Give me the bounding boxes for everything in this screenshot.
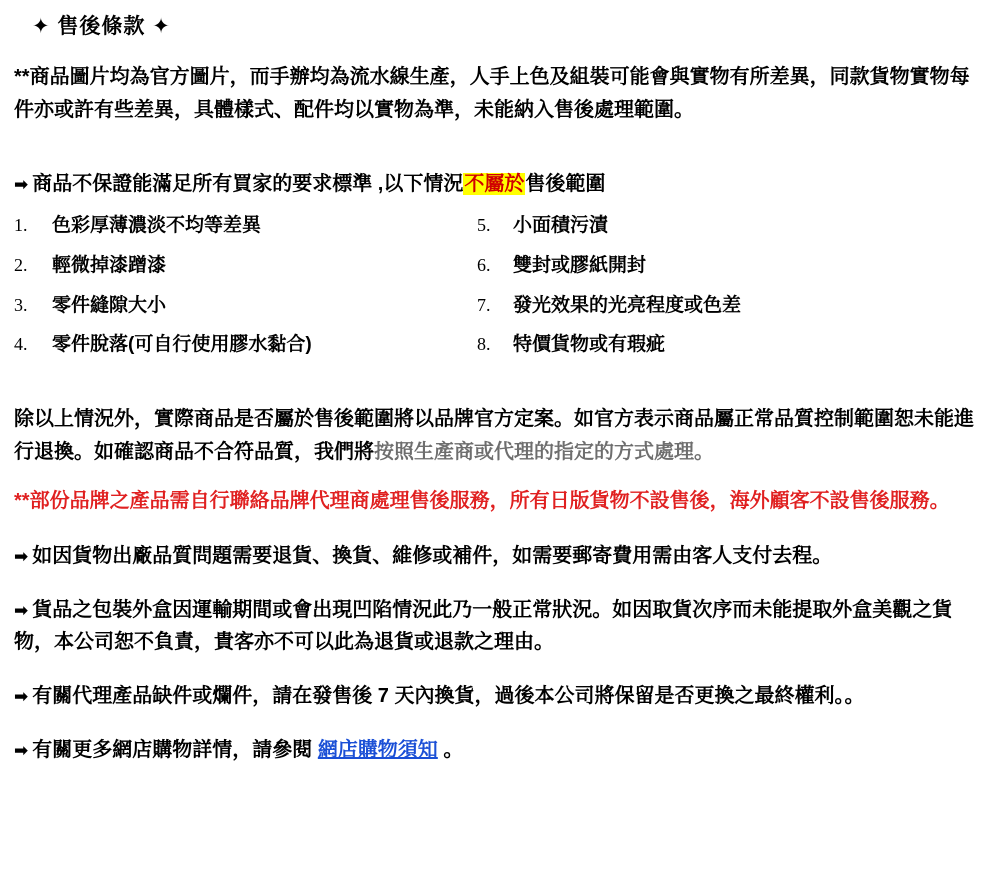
- policy-paragraph-part1: 除以上情況外，實際商品是否屬於售後範圍將以品牌官方定案。如官方表示商品屬正常品質控制範圍恕未能進行退換。如確認商品不合符品質，我們將: [14, 408, 974, 464]
- list-item-label: 小面積污漬: [513, 215, 609, 237]
- list-item: [14, 333, 469, 357]
- final-note-after: 。: [437, 739, 464, 762]
- list-item-label: 發光效果的光亮程度或色差: [513, 294, 742, 316]
- scope-line: [14, 168, 988, 200]
- list-item-number: 6.: [477, 254, 491, 275]
- note-text: 貨品之包裝外盒因運輸期間或會出現凹陷情況此乃一般正常狀況。如因取貨次序而未能提取外盒美觀之貨物，本公司恕不負責，貴客亦不可以此為退貨或退款之理由。: [14, 599, 953, 654]
- list-item-label: 輕微掉漆蹭漆: [52, 254, 167, 276]
- exclusions-left-column: [14, 214, 469, 373]
- list-item: [469, 333, 969, 357]
- scope-line-before: 商品不保證能滿足所有買家的要求標準 ,以下情況: [32, 173, 464, 196]
- arrow-icon: ➡: [14, 175, 29, 195]
- note-shipping: [14, 540, 988, 572]
- page-title: ✦ 售後條款 ✦: [32, 15, 171, 38]
- exclusions-lists: [14, 214, 988, 373]
- list-item-label: 零件縫隙大小: [52, 294, 167, 316]
- list-item: [14, 294, 469, 318]
- list-item-number: 4.: [14, 334, 28, 355]
- note-more-info: [14, 734, 988, 766]
- scope-line-after: 售後範圍: [525, 173, 606, 196]
- list-item-label: 零件脫落(可自行使用膠水黏合): [52, 334, 312, 356]
- note-text: 有關代理產品缺件或爛件，請在發售後 7 天內換貨，過後本公司將保留是否更換之最終權利。。: [32, 685, 865, 708]
- list-item-label: 色彩厚薄濃淡不均等差異: [52, 215, 262, 237]
- intro-paragraph: **商品圖片均為官方圖片，而手辦均為流水線生產，人手上色及組裝可能會與實物有所差異，同款貨物實物每件亦或許有些差異，具體樣式、配件均以實物為準，未能納入售後處理範圍。: [14, 66, 970, 121]
- arrow-icon: ➡: [14, 687, 29, 707]
- list-item: [14, 214, 469, 238]
- note-packaging: [14, 594, 988, 658]
- policy-paragraph-part2: 按照生產商或代理的指定的方式處理。: [374, 441, 714, 464]
- list-item-label: 雙封或膠紙開封: [513, 254, 647, 276]
- arrow-icon: ➡: [14, 601, 29, 621]
- list-item-number: 3.: [14, 294, 28, 315]
- list-item-number: 8.: [477, 334, 491, 355]
- list-item: [469, 254, 969, 278]
- list-item-number: 2.: [14, 254, 28, 275]
- list-item-number: 1.: [14, 215, 28, 236]
- list-item: [469, 214, 969, 238]
- policy-paragraph: [14, 403, 988, 469]
- shopping-guide-link[interactable]: 網店購物須知: [317, 739, 438, 762]
- spacer: [14, 126, 988, 152]
- list-item-label: 特價貨物或有瑕疵: [513, 334, 666, 356]
- arrow-icon: ➡: [14, 547, 29, 567]
- list-item-number: 5.: [477, 215, 491, 236]
- note-text: 如因貨物出廠品質問題需要退貨、換貨、維修或補件，如需要郵寄費用需由客人支付去程。: [32, 545, 833, 568]
- exclusions-right-column: [469, 214, 969, 373]
- note-defect-exchange: [14, 680, 988, 712]
- final-note-before: 有關更多網店購物詳情，請參閱: [32, 739, 318, 762]
- arrow-icon: ➡: [14, 741, 29, 761]
- red-notice: **部份品牌之產品需自行聯絡品牌代理商處理售後服務，所有日版貨物不設售後，海外顧客不設售後服務。: [14, 490, 950, 513]
- list-item-number: 7.: [477, 294, 491, 315]
- scope-highlight: 不屬於: [464, 173, 525, 196]
- list-item: [14, 254, 469, 278]
- list-item: [469, 294, 969, 318]
